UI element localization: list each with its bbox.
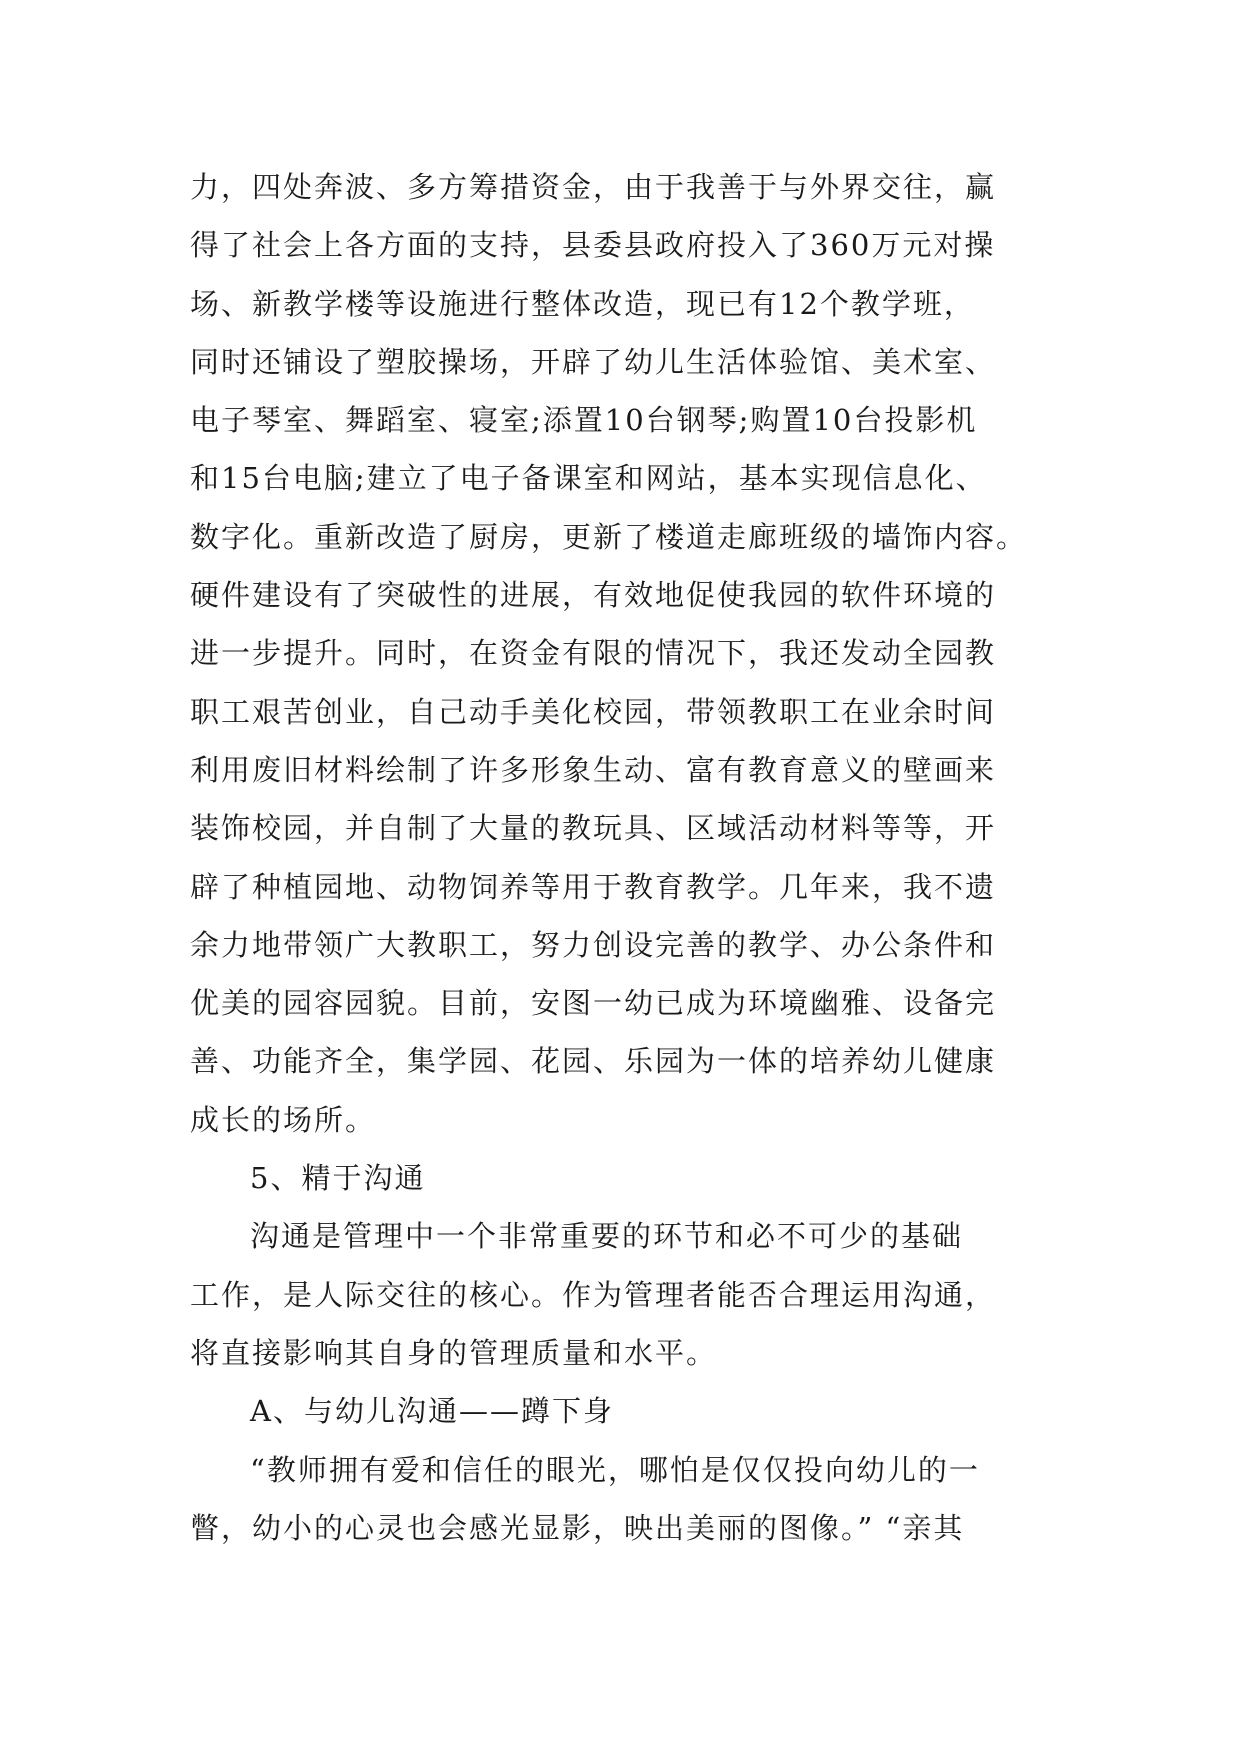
text-line: “教师拥有爱和信任的眼光，哪怕是仅仅投向幼儿的一 [250,1452,980,1487]
text-line: 将直接影响其自身的管理质量和水平。 [190,1335,718,1370]
text-line: A、与幼儿沟通——蹲下身 [250,1394,614,1429]
text-line: 沟通是管理中一个非常重要的环节和必不可少的基础 [250,1219,964,1254]
text-line: 硬件建设有了突破性的进展，有效地促使我园的软件环境的 [190,578,997,613]
text-line: 职工艰苦创业，自己动手美化校园，带领教职工在业余时间 [190,694,997,729]
text-line: 数字化。重新改造了厨房，更新了楼道走廊班级的墙饰内容。 [190,519,1028,554]
text-line: 和15台电脑;建立了电子备课室和网站，基本实现信息化、 [190,461,987,496]
text-line: 场、新教学楼等设施进行整体改造，现已有12个教学班， [190,286,975,321]
text-line: 辟了种植园地、动物饲养等用于教育教学。几年来，我不遗 [190,869,997,904]
text-line: 得了社会上各方面的支持，县委县政府投入了360万元对操 [190,228,996,263]
text-line: 电子琴室、舞蹈室、寝室;添置10台钢琴;购置10台投影机 [190,403,978,438]
text-line: 优美的园容园貌。目前，安图一幼已成为环境幽雅、设备完 [190,986,997,1021]
text-line: 瞥，幼小的心灵也会感光显影，映出美丽的图像。” “亲其 [190,1510,965,1545]
text-line: 力，四处奔波、多方筹措资金，由于我善于与外界交往，赢 [190,170,997,204]
text-line: 余力地带领广大教职工，努力创设完善的教学、办公条件和 [190,927,997,962]
text-line: 5、精于沟通 [250,1161,426,1196]
text-line: 装饰校园，并自制了大量的教玩具、区域活动材料等等，开 [190,811,997,846]
text-line: 利用废旧材料绘制了许多形象生动、富有教育意义的壁画来 [190,752,997,787]
text-line: 同时还铺设了塑胶操场，开辟了幼儿生活体验馆、美术室、 [190,344,997,379]
text-line: 进一步提升。同时，在资金有限的情况下，我还发动全园教 [190,636,997,671]
body-text [190,158,1070,1557]
text-line: 成长的场所。 [190,1102,377,1137]
text-line: 善、功能齐全，集学园、花园、乐园为一体的培养幼儿健康 [190,1044,997,1079]
text-line: 工作，是人际交往的核心。作为管理者能否合理运用沟通， [190,1277,997,1312]
